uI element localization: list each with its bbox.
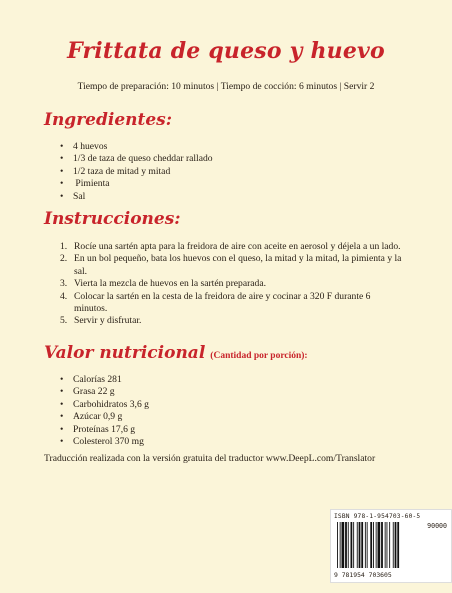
nutrition-list <box>60 374 149 448</box>
recipe-title: Frittata de queso y huevo <box>67 38 385 64</box>
instructions-list <box>60 241 405 328</box>
list-item: • Calorías 281 <box>60 374 149 386</box>
translation-credit: Traducción realizada con la versión gratuita del traductor www.DeepL.com/Translator <box>44 453 376 464</box>
list-item: • 4 huevos <box>60 141 213 153</box>
list-item <box>60 291 405 316</box>
list-item <box>60 253 405 278</box>
instructions-heading: Instrucciones: <box>44 209 181 229</box>
ingredients-heading: Ingredientes: <box>44 110 173 130</box>
step-text: Vierta la mezcla de huevos en la sartén preparada. <box>74 278 266 290</box>
list-item: • Grasa 22 g <box>60 386 149 398</box>
step-text: Servir y disfrutar. <box>74 315 142 327</box>
ingredients-list <box>60 141 213 203</box>
list-item: • Sal <box>60 191 213 203</box>
price-code: 90000 <box>427 522 447 530</box>
step-text: Colocar la sartén en la cesta de la freidora de aire y cocinar a 320 F durante 6 minutos. <box>74 290 371 315</box>
list-item: • Pimienta <box>60 178 213 190</box>
barcode-digits: 9 781954 703605 <box>334 571 392 579</box>
isbn-barcode <box>330 509 452 583</box>
step-text: En un bol pequeño, bata los huevos con el queso, la mitad y la mitad, la pimienta y la sal. <box>74 253 402 277</box>
list-item <box>60 241 405 253</box>
list-item: • Azúcar 0,9 g <box>60 411 149 423</box>
step-number: 1. <box>60 241 68 252</box>
list-item <box>60 315 405 327</box>
list-item: • Colesterol 370 mg <box>60 436 149 448</box>
barcode-icon <box>335 522 419 570</box>
list-item: • Carbohidratos 3,6 g <box>60 399 149 411</box>
list-item: • 1/3 de taza de queso cheddar rallado <box>60 153 213 165</box>
list-item: • Proteínas 17,6 g <box>60 424 149 436</box>
step-number: 3. <box>60 278 68 290</box>
nutrition-subheading: (Cantidad por porción): <box>210 351 308 361</box>
recipe-meta: Tiempo de preparación: 10 minutos | Tiempo de cocción: 6 minutos | Servir 2 <box>77 81 375 92</box>
nutrition-heading-text: Valor nutricional <box>44 343 206 363</box>
nutrition-heading <box>44 343 308 363</box>
step-number: 4. <box>60 290 68 302</box>
step-text: Rocíe una sartén apta para la freidora de aire con aceite en aerosol y déjela a un lado. <box>74 241 401 252</box>
list-item: • 1/2 taza de mitad y mitad <box>60 166 213 178</box>
step-number: 2. <box>60 253 68 265</box>
step-number: 5. <box>60 315 68 327</box>
list-item <box>60 278 405 290</box>
isbn-text: ISBN 978-1-954703-60-5 <box>334 513 421 520</box>
